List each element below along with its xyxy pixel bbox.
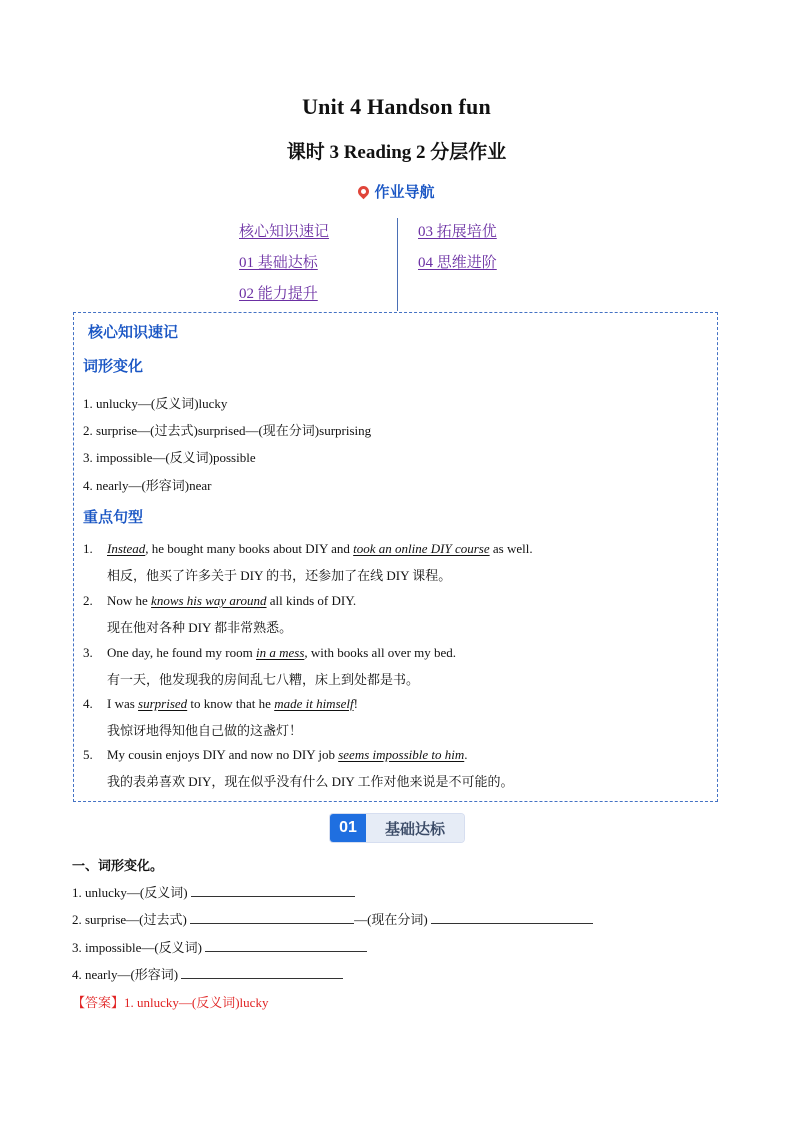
sentence-text: , with books all over my bed. <box>304 645 457 660</box>
nav-link-ability[interactable]: 02 能力提升 <box>239 286 318 302</box>
question-4 <box>72 964 343 983</box>
sentence-text: ! <box>353 696 358 711</box>
sentence-text: One day, he found my room <box>107 645 256 660</box>
sentence-english <box>107 645 456 661</box>
question-3-text: 3. impossible—(反义词) <box>72 940 202 955</box>
key-phrase: made it himself <box>274 696 354 711</box>
document-subtitle: 课时 3 Reading 2 分层作业 <box>286 142 507 163</box>
sentence-english <box>107 696 358 712</box>
word-form-item: 4. nearly—(形容词)near <box>83 478 212 493</box>
sentence-text: as well. <box>489 541 533 556</box>
sentence-number: 4. <box>83 696 93 711</box>
key-phrase: Instead <box>107 541 146 556</box>
section-badge-basic <box>330 814 464 842</box>
question-2 <box>72 909 593 928</box>
answer-blank[interactable] <box>190 911 354 924</box>
sentence-number: 5. <box>83 747 93 762</box>
sentence-translation: 我的表弟喜欢 DIY，现在似乎没有什么 DIY 工作对他来说是不可能的。 <box>107 774 514 789</box>
answer-prefix: 【答案】 <box>72 995 125 1010</box>
key-phrase: in a mess <box>256 645 305 660</box>
question-4-text: 4. nearly—(形容词) <box>72 967 179 982</box>
sentence-text: I was <box>107 696 139 711</box>
sentence-english <box>107 747 468 763</box>
location-pin-icon <box>356 184 372 200</box>
question-1-text: 1. unlucky—(反义词) <box>72 885 188 900</box>
answer-blank[interactable] <box>431 911 593 924</box>
question-heading: 一、词形变化。 <box>72 859 164 874</box>
section-badge-number: 01 <box>330 814 366 842</box>
sentence-english <box>107 593 356 609</box>
question-2-text-b: —(现在分词) <box>354 912 428 927</box>
word-form-item: 1. unlucky—(反义词)lucky <box>83 396 228 411</box>
key-sentences-title: 重点句型 <box>83 508 144 526</box>
sentence-number: 2. <box>83 593 93 608</box>
sentence-text: . <box>464 747 468 762</box>
sentence-text: to know that he <box>187 696 275 711</box>
sentence-text: all kinds of DIY. <box>266 593 357 608</box>
answer-line <box>72 992 268 1011</box>
sentence-text: , he bought many books about DIY and <box>145 541 354 556</box>
question-3 <box>72 937 367 956</box>
sentence-translation: 我惊讶地得知他自己做的这盏灯！ <box>107 723 303 738</box>
nav-link-thinking[interactable]: 04 思维进阶 <box>418 255 497 271</box>
word-forms-title: 词形变化 <box>83 357 144 375</box>
nav-divider <box>397 218 398 311</box>
answer-text: 1. unlucky—(反义词)lucky <box>124 995 269 1010</box>
question-2-text: 2. surprise—(过去式) <box>72 912 187 927</box>
section-badge-label: 基础达标 <box>366 814 464 842</box>
sentence-number: 1. <box>83 541 93 556</box>
homework-nav-heading <box>0 181 793 202</box>
key-phrase: knows his way around <box>151 593 267 608</box>
sentence-text: Now he <box>107 593 152 608</box>
answer-blank[interactable] <box>191 884 355 897</box>
nav-link-basic[interactable]: 01 基础达标 <box>239 255 318 271</box>
question-1 <box>72 882 355 901</box>
word-form-item: 3. impossible—(反义词)possible <box>83 450 256 465</box>
key-phrase: took an online DIY course <box>353 541 490 556</box>
sentence-text: My cousin enjoys DIY and now no DIY job <box>107 747 339 762</box>
sentence-number: 3. <box>83 645 93 660</box>
sentence-translation: 现在他对各种 DIY 都非常熟悉。 <box>107 620 293 635</box>
homework-nav-label: 作业导航 <box>374 183 435 201</box>
document-title: Unit 4 Handson fun <box>302 94 491 119</box>
sentence-translation: 相反，他买了许多关于 DIY 的书，还参加了在线 DIY 课程。 <box>107 568 452 583</box>
nav-link-extension[interactable]: 03 拓展培优 <box>418 224 497 240</box>
answer-blank[interactable] <box>181 966 343 979</box>
sentence-translation: 有一天，他发现我的房间乱七八糟，床上到处都是书。 <box>107 672 420 687</box>
key-phrase: surprised <box>138 696 188 711</box>
core-knowledge-heading: 核心知识速记 <box>88 323 179 341</box>
nav-link-core-knowledge[interactable]: 核心知识速记 <box>239 224 330 240</box>
sentence-english <box>107 541 533 557</box>
key-phrase: seems impossible to him <box>338 747 465 762</box>
word-form-item: 2. surprise—(过去式)surprised—(现在分词)surprising <box>83 423 372 438</box>
answer-blank[interactable] <box>205 939 367 952</box>
